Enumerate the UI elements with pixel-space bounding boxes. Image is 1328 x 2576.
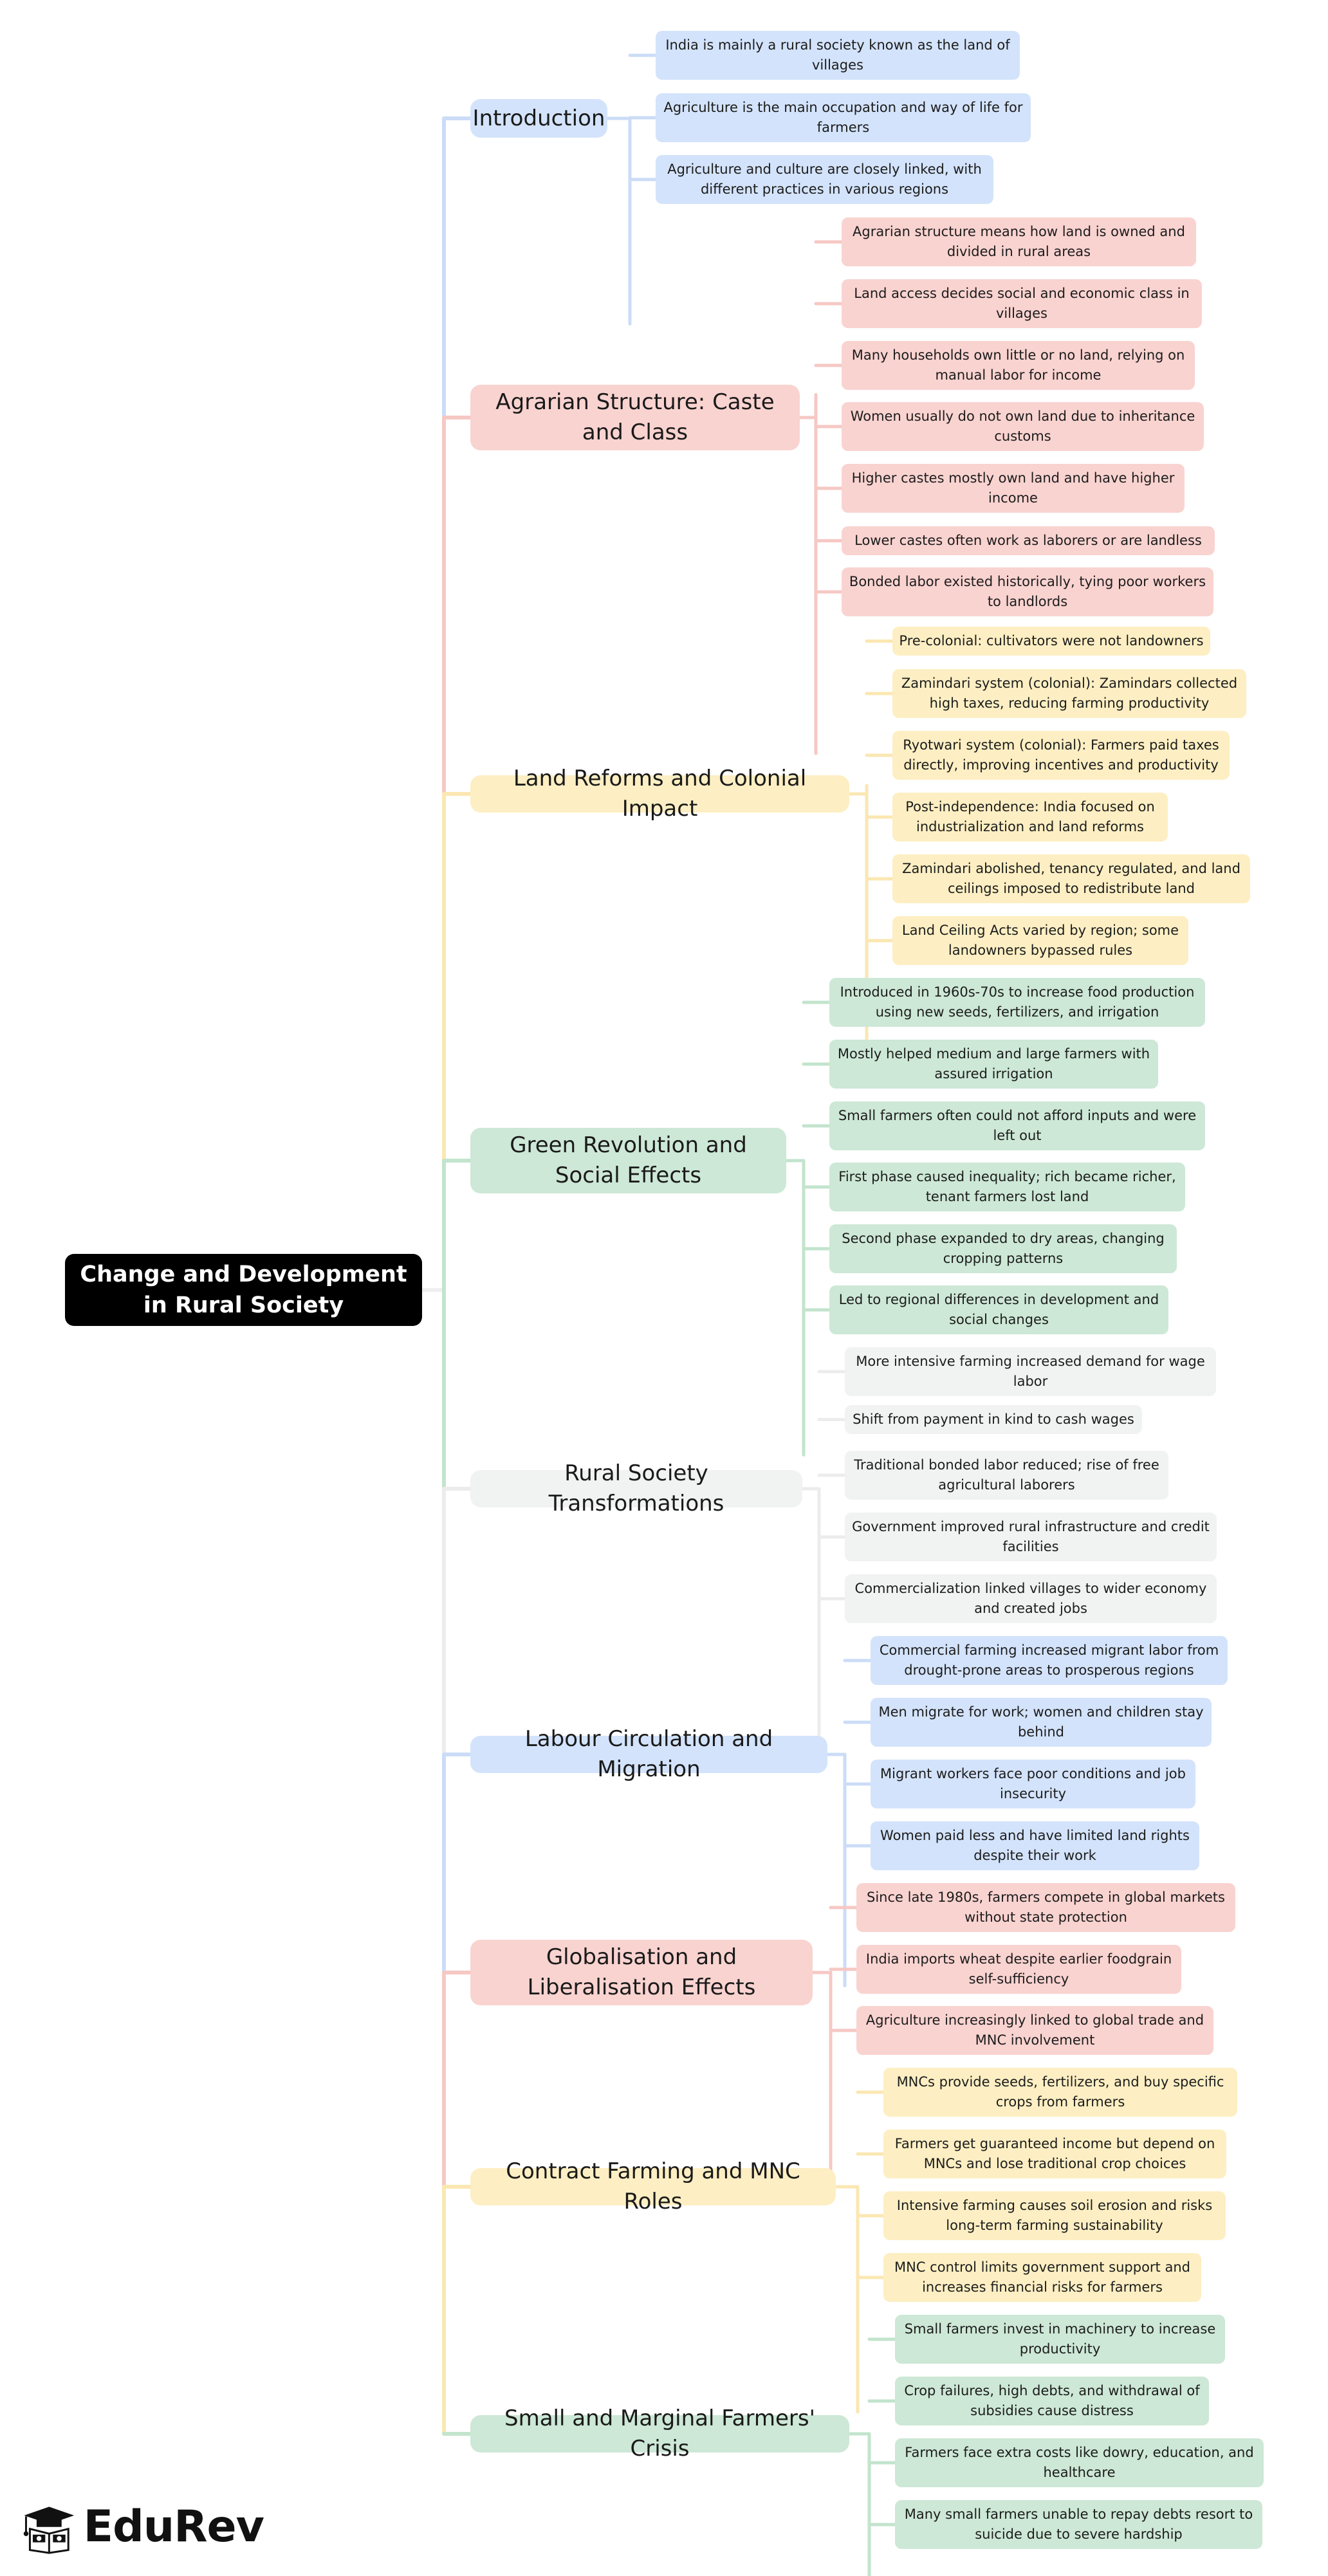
leaf-text: Higher castes mostly own land and have higher income bbox=[851, 470, 1175, 506]
leaf-text: Lower castes often work as laborers or are landless bbox=[854, 533, 1202, 548]
leaf-text: Agriculture and culture are closely linked, with different practices in various regions bbox=[667, 161, 982, 197]
leaf-node bbox=[895, 2377, 1209, 2425]
leaf-node bbox=[842, 464, 1185, 513]
leaf-text: MNCs provide seeds, fertilizers, and buy specific crops from farmers bbox=[896, 2074, 1224, 2110]
leaf-node bbox=[842, 402, 1204, 451]
leaf-text: Agrarian structure means how land is owned and divided in rural areas bbox=[853, 224, 1185, 259]
leaf-node bbox=[883, 2191, 1226, 2240]
leaf-node bbox=[895, 2500, 1262, 2549]
branch-agrarian-structure-caste-and-class bbox=[470, 385, 800, 450]
leaf-node bbox=[871, 1636, 1228, 1685]
branch-globalisation-and-liberalisation-effects bbox=[470, 1940, 813, 2005]
branch-small-and-marginal-farmers-crisis bbox=[470, 2406, 849, 2461]
root-title: Change and Development in Rural Society bbox=[80, 1262, 407, 1318]
leaf-node bbox=[845, 1574, 1217, 1623]
leaf-node bbox=[845, 1451, 1168, 1500]
leaf-text: Crop failures, high debts, and withdrawal of subsidies cause distress bbox=[904, 2383, 1200, 2418]
branch-label: Globalisation and Liberalisation Effects bbox=[527, 1944, 756, 2000]
leaf-node bbox=[895, 2438, 1264, 2487]
leaf-node bbox=[892, 793, 1168, 842]
leaf-node bbox=[656, 93, 1031, 142]
leaf-text: Government improved rural infrastructure and credit facilities bbox=[852, 1519, 1210, 1554]
branch-label: Land Reforms and Colonial Impact bbox=[513, 766, 807, 822]
leaf-text: Commercialization linked villages to wider economy and created jobs bbox=[854, 1581, 1207, 1616]
leaf-node bbox=[883, 2068, 1237, 2117]
leaf-node bbox=[883, 2130, 1226, 2178]
leaf-text: Agriculture increasingly linked to global trade and MNC involvement bbox=[865, 2012, 1204, 2048]
leaf-node bbox=[845, 1513, 1217, 1561]
leaf-node bbox=[829, 1101, 1205, 1150]
leaf-text: India imports wheat despite earlier foodgrain self-sufficiency bbox=[865, 1951, 1172, 1987]
leaf-text: Land access decides social and economic class in villages bbox=[854, 286, 1190, 321]
branch-label: Labour Circulation and Migration bbox=[524, 1726, 773, 1782]
leaf-node bbox=[895, 2315, 1225, 2364]
branch-introduction bbox=[470, 99, 607, 138]
leaf-text: Women usually do not own land due to inheritance customs bbox=[850, 409, 1195, 444]
branch-label: Introduction bbox=[472, 105, 605, 131]
leaf-text: Zamindari system (colonial): Zamindars collected high taxes, reducing farming productivity bbox=[901, 676, 1238, 711]
leaf-text: Agriculture is the main occupation and way of life for farmers bbox=[663, 100, 1023, 135]
leaf-text: Many small farmers unable to repay debts resort to suicide due to severe hardship bbox=[904, 2507, 1253, 2542]
leaf-text: Second phase expanded to dry areas, changing cropping patterns bbox=[842, 1231, 1165, 1266]
leaf-text: Migrant workers face poor conditions and job insecurity bbox=[880, 1766, 1186, 1801]
leaf-node bbox=[871, 1821, 1199, 1870]
leaf-node bbox=[871, 1698, 1212, 1747]
leaf-node bbox=[871, 1760, 1195, 1808]
leaf-node bbox=[829, 1285, 1168, 1334]
branch-green-revolution-and-social-effects bbox=[470, 1128, 786, 1193]
leaf-text: Mostly helped medium and large farmers with assured irrigation bbox=[837, 1046, 1150, 1081]
leaf-node bbox=[829, 978, 1205, 1027]
leaf-text: Shift from payment in kind to cash wages bbox=[853, 1412, 1134, 1427]
root-node bbox=[65, 1254, 422, 1326]
leaf-node bbox=[883, 2253, 1201, 2302]
leaf-node bbox=[842, 341, 1195, 390]
leaf-text: India is mainly a rural society known as the land of villages bbox=[665, 37, 1010, 73]
leaf-node bbox=[656, 31, 1020, 80]
branch-label: Agrarian Structure: Caste and Class bbox=[495, 389, 775, 445]
leaf-node bbox=[892, 627, 1210, 656]
leaf-node bbox=[842, 567, 1213, 616]
leaf-text: First phase caused inequality; rich became richer, tenant farmers lost land bbox=[838, 1169, 1176, 1204]
leaf-node bbox=[856, 1945, 1181, 1994]
branch-label: Small and Marginal Farmers' Crisis bbox=[504, 2406, 815, 2461]
leaf-text: Pre-colonial: cultivators were not landowners bbox=[899, 633, 1204, 649]
leaf-node bbox=[856, 2006, 1213, 2055]
leaf-text: Introduced in 1960s-70s to increase food production using new seeds, fertilizers, and irrigation bbox=[840, 984, 1195, 1020]
leaf-text: Women paid less and have limited land rights despite their work bbox=[880, 1828, 1190, 1863]
leaf-text: Farmers face extra costs like dowry, education, and healthcare bbox=[905, 2445, 1254, 2480]
leaf-text: Commercial farming increased migrant labor from drought-prone areas to prosperous regions bbox=[879, 1642, 1219, 1678]
branch-label: Rural Society Transformations bbox=[548, 1460, 724, 1516]
leaf-text: Farmers get guaranteed income but depend on MNCs and lose traditional crop choices bbox=[894, 2136, 1215, 2171]
leaf-node bbox=[842, 217, 1196, 266]
leaf-text: Led to regional differences in development and social changes bbox=[838, 1292, 1159, 1327]
leaf-node bbox=[892, 916, 1188, 965]
leaf-node bbox=[892, 731, 1230, 780]
leaf-text: Intensive farming causes soil erosion and risks long-term farming sustainability bbox=[896, 2198, 1213, 2233]
leaf-text: MNC control limits government support and increases financial risks for farmers bbox=[894, 2259, 1190, 2295]
leaf-text: Small farmers invest in machinery to increase productivity bbox=[904, 2321, 1216, 2357]
leaf-text: Bonded labor existed historically, tying poor workers to landlords bbox=[849, 574, 1206, 609]
leaf-node bbox=[842, 526, 1215, 555]
branch-rural-society-transformations bbox=[470, 1460, 802, 1516]
leaf-text: Ryotwari system (colonial): Farmers paid taxes directly, improving incentives and productivity bbox=[903, 737, 1219, 773]
leaf-text: Land Ceiling Acts varied by region; some landowners bypassed rules bbox=[901, 923, 1179, 958]
branch-land-reforms-and-colonial-impact bbox=[470, 766, 849, 822]
leaf-node bbox=[829, 1040, 1158, 1089]
leaf-text: Men migrate for work; women and children stay behind bbox=[878, 1704, 1204, 1740]
logo-text: EduRev bbox=[83, 2501, 264, 2552]
leaf-text: Small farmers often could not afford inputs and were left out bbox=[838, 1108, 1197, 1143]
branch-label: Contract Farming and MNC Roles bbox=[506, 2158, 800, 2214]
leaf-text: Zamindari abolished, tenancy regulated, and land ceilings imposed to redistribute land bbox=[902, 861, 1240, 896]
branch-contract-farming-and-mnc-roles bbox=[470, 2158, 836, 2214]
leaf-node bbox=[829, 1224, 1177, 1273]
leaf-node bbox=[892, 854, 1250, 903]
leaf-node bbox=[656, 155, 993, 204]
leaf-node bbox=[829, 1163, 1185, 1211]
leaf-text: Traditional bonded labor reduced; rise of free agricultural laborers bbox=[854, 1457, 1159, 1493]
leaf-node bbox=[845, 1347, 1216, 1396]
leaf-node bbox=[842, 279, 1202, 328]
leaf-text: Many households own little or no land, relying on manual labor for income bbox=[851, 347, 1185, 383]
leaf-text: Post-independence: India focused on industrialization and land reforms bbox=[905, 799, 1155, 834]
leaf-node bbox=[856, 1883, 1235, 1932]
leaf-text: More intensive farming increased demand for wage labor bbox=[856, 1354, 1205, 1389]
leaf-node bbox=[892, 669, 1246, 718]
leaf-text: Since late 1980s, farmers compete in global markets without state protection bbox=[867, 1890, 1225, 1925]
branch-labour-circulation-and-migration bbox=[470, 1726, 827, 1782]
branch-label: Green Revolution and Social Effects bbox=[510, 1132, 747, 1188]
leaf-node bbox=[845, 1405, 1142, 1434]
